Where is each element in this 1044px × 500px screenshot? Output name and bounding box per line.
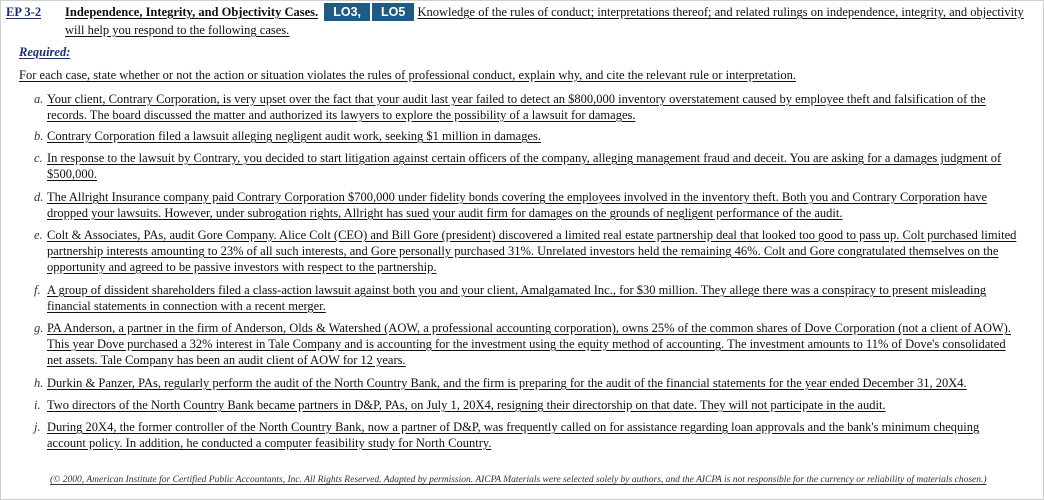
- case-label: b.: [34, 129, 44, 143]
- case-label: j.: [34, 420, 41, 434]
- required-heading: Required:: [19, 45, 71, 59]
- exercise-title: Independence, Integrity, and Objectivity Cases.: [65, 5, 319, 19]
- case-item: [34, 189, 1019, 227]
- exercise-intro-block: [65, 3, 1033, 39]
- case-item: [34, 397, 1019, 419]
- case-label: c.: [34, 151, 43, 165]
- case-item: [34, 320, 1019, 375]
- learning-objective-badge[interactable]: LO3,: [324, 3, 370, 21]
- case-text: In response to the lawsuit by Contrary, you decided to start litigation against certain officers of the company, alleging management fraud and deceit. You are asking for a damages judgment of $500,000.: [47, 151, 1002, 181]
- case-label: a.: [34, 92, 44, 106]
- case-text: Contrary Corporation filed a lawsuit alleging negligent audit work, seeking $1 million in damages.: [47, 129, 541, 143]
- case-text: Colt & Associates, PAs, audit Gore Company. Alice Colt (CEO) and Bill Gore (president) discovered a limited real estate partnership deal that looked too good to pass up. Colt purchased limited partnership interests amounting to 23% of all such interests, and Gore personally purchased 31%. Unrelated investors held the remaining 46%. Colt and Gore congratulated themselves on the opportunity and agreed to be passive investors with respect to the partnership.: [47, 228, 1017, 274]
- case-text: Your client, Contrary Corporation, is very upset over the fact that your audit last year failed to detect an $800,000 inventory overstatement caused by employee theft and falsification of the records. The board discussed the matter and authorized its lawyers to explore the possibility of a lawsuit for damages.: [47, 92, 986, 122]
- case-label: i.: [34, 398, 41, 412]
- case-label: g.: [34, 321, 44, 335]
- case-label: d.: [34, 190, 44, 204]
- case-text: Two directors of the North Country Bank became partners in D&P, PAs, on July 1, 20X4, resigning their directorship on that date. They will not participate in the audit.: [47, 398, 886, 412]
- case-text: PA Anderson, a partner in the firm of Anderson, Olds & Watershed (AOW, a professional accounting corporation), owns 25% of the common shares of Dove Corporation (not a client of AOW). This year Dove purchased a 32% interest in Tale Company and is accounting for the investment using the equity method of accounting. The investment amounts to 11% of Dove's consolidated net assets. Tale Company has been an audit client of AOW for 12 years.: [47, 321, 1011, 367]
- case-label: f.: [34, 283, 41, 297]
- case-label: h.: [34, 376, 44, 390]
- exercise-intro: Knowledge of the rules of conduct; interpretations thereof; and related rulings on independence, integrity, and objectivity will help you respond to the following cases.: [65, 5, 1024, 37]
- case-item: [34, 91, 1019, 128]
- case-text: The Allright Insurance company paid Contrary Corporation $700,000 under fidelity bonds covering the employees involved in the inventory theft. Both you and Contrary Corporation have dropped your lawsuits. However, under subrogation rights, Allright has sued your audit firm for damages on the grounds of negligent performance of the audit.: [47, 190, 988, 220]
- case-item: [34, 227, 1019, 282]
- case-item: [34, 150, 1019, 189]
- case-text: Durkin & Panzer, PAs, regularly perform the audit of the North Country Bank, and the firm is preparing for the audit of the financial statements for the year ended December 31, 20X4.: [47, 376, 967, 390]
- case-item: [34, 375, 1019, 397]
- case-text: A group of dissident shareholders filed a class-action lawsuit against both you and your client, Amalgamated Inc., for $30 million. They allege there was a conspiracy to present misleading financial statements in connection with a recent merger.: [47, 283, 987, 313]
- exercise-number: EP 3-2: [6, 5, 42, 19]
- case-text: During 20X4, the former controller of the North Country Bank, now a partner of D&P, was frequently called on for assistance regarding loan approvals and the bank's minimum chequing account policy. In addition, he conducted a computer feasibility study for North Country.: [47, 420, 980, 450]
- case-label: e.: [34, 228, 43, 242]
- instruction-text: For each case, state whether or not the action or situation violates the rules of professional conduct, explain why, and cite the relevant rule or interpretation.: [19, 68, 797, 82]
- case-item: [34, 128, 1019, 150]
- case-list: [34, 91, 1019, 455]
- learning-objective-badge[interactable]: LO5: [372, 3, 414, 21]
- copyright-note: (© 2000, American Institute for Certified Public Accountants, Inc. All Rights Reserved. Adapted by permission. AICPA Materials were selected solely by authors, and the AICPA is not responsible for the currency or reliability of materials chosen.): [50, 475, 987, 485]
- case-item: [34, 419, 1019, 455]
- case-item: [34, 282, 1019, 320]
